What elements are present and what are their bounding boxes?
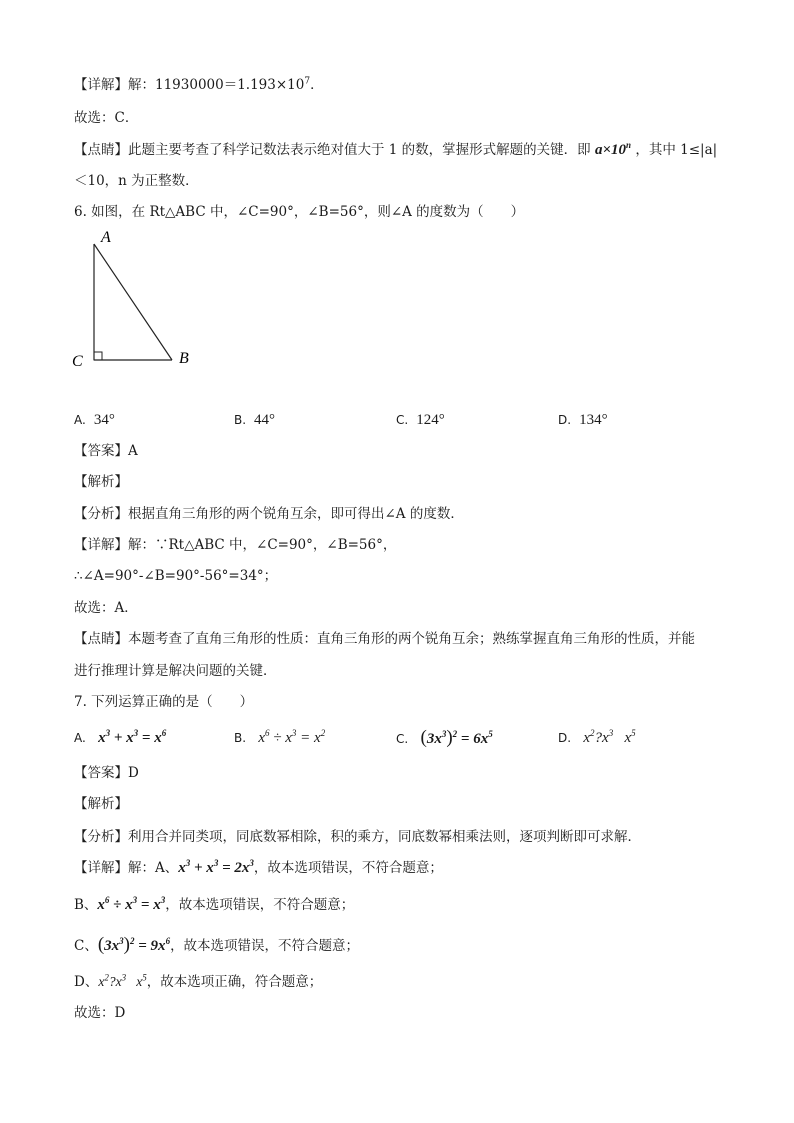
q7-detail-b-line (74, 896, 354, 914)
detail-tag: 【详解】 (74, 860, 128, 876)
option-label: B. (234, 731, 247, 745)
option-label: B. (234, 413, 247, 427)
vertex-c-label: C (72, 353, 83, 370)
side-ab (94, 244, 172, 360)
q6-detail-line (74, 536, 396, 554)
option-value: 44° (254, 412, 276, 428)
q7-detail-c-line (74, 936, 359, 955)
q7-option-d-formula: $x^2?x^3$ $x^5$ (583, 728, 636, 746)
answer-value: D (128, 765, 139, 781)
vertex-b-label: B (179, 350, 189, 367)
q6-option-b (234, 410, 275, 430)
answer-tag: 【答案】 (74, 765, 128, 781)
detail-b-formula: $x^6 \div x^3 = x^3$ (97, 895, 166, 913)
option-value: 124° (416, 412, 445, 428)
detail-b-prefix: B、 (74, 897, 98, 913)
q6-note-line (74, 630, 695, 648)
q6-answer-line (74, 442, 138, 460)
fenxi-tag: 【分析】 (74, 829, 128, 845)
q6-note-line2: 进行推理计算是解决问题的关键． (74, 663, 277, 679)
q7-fenxi-line (74, 828, 641, 846)
option-label: D. (558, 731, 572, 745)
q6-option-c (396, 410, 445, 430)
detail-b-suffix: ，故本选项错误，不符合题意； (165, 897, 355, 913)
q5-note-formula (595, 142, 631, 158)
q7-analysis-tag: 【解析】 (74, 796, 128, 812)
q7-option-a-formula: $x^3 + x^3 = x^6$ (98, 728, 167, 746)
q6-therefore-line: ∴∠A=90°-∠B=90°-56°=34°； (74, 568, 278, 584)
q5-note-line2: ＜10，n 为正整数． (74, 173, 199, 189)
q6-fenxi-line (74, 505, 464, 523)
vertex-a-label: A (101, 229, 111, 246)
detail-c-prefix: C、 (74, 938, 98, 954)
q6-analysis-tag: 【解析】 (74, 474, 128, 490)
detail-c-formula: $(3x^3)^2 = 9x^6$ (97, 934, 171, 955)
q7-option-b (234, 728, 325, 748)
q5-note-formula-base: a×10 (594, 142, 627, 158)
q7-answer-line (74, 764, 139, 782)
note-tag: 【点睛】 (74, 631, 128, 647)
option-label: A. (74, 731, 86, 745)
option-label: C. (396, 413, 409, 427)
q6-option-d (558, 410, 608, 430)
q5-note-line (74, 141, 717, 159)
q5-choose-line: 故选：C． (74, 110, 139, 126)
detail-a-suffix: ，故本选项错误，不符合题意； (253, 860, 443, 876)
detail-d-formula: $x^2?x^3$ $x^5$ (98, 972, 147, 989)
right-angle-mark (94, 352, 102, 360)
detail-c-suffix: ，故本选项错误，不符合题意； (170, 938, 360, 954)
detail-d-prefix: D、 (74, 974, 99, 990)
q5-note-formula-exp: n (626, 140, 632, 150)
q5-detail-text: 解：11930000＝1.193×10 (128, 77, 305, 93)
detail-text: 解：∵Rt△ABC 中，∠C=90°，∠B=56°， (128, 537, 397, 553)
q6-stem: 6. 如图，在 Rt△ABC 中，∠C=90°，∠B=56°，则∠A 的度数为（ ） (74, 204, 525, 220)
q7-choose-line: 故选：D (74, 1005, 126, 1021)
detail-tag: 【详解】 (74, 537, 128, 553)
note-tag: 【点睛】 (74, 142, 128, 158)
q5-note-text: 此题主要考查了科学记数法表示绝对值大于 1 的数，掌握形式解题的关键．即 (128, 142, 591, 158)
fenxi-text: 利用合并同类项，同底数幂相除，积的乘方，同底数幂相乘法则，逐项判断即可求解． (128, 829, 641, 845)
option-value: 34° (93, 412, 115, 428)
q7-detail-d-line (74, 973, 322, 991)
q7-detail-a-line (74, 859, 443, 877)
q5-detail-line (74, 76, 324, 94)
detail-a-formula: $x^3 + x^3 = 2x^3$ (178, 858, 254, 876)
q6-choose-line: 故选：A． (74, 600, 138, 616)
answer-value: A (128, 443, 138, 459)
answer-tag: 【答案】 (74, 443, 128, 459)
fenxi-tag: 【分析】 (74, 506, 128, 522)
option-value: 134° (579, 412, 608, 428)
q7-option-c-formula: $(3x^3)^2 = 6x^5$ (420, 727, 493, 748)
note-text: 本题考查了直角三角形的性质：直角三角形的两个锐角互余；熟练掌握直角三角形的性质，并能 (128, 631, 695, 647)
detail-a-prefix: 解：A、 (128, 860, 179, 876)
detail-d-suffix: ，故本选项正确，符合题意； (146, 974, 323, 990)
q5-detail-end: ． (310, 77, 324, 93)
detail-tag: 【详解】 (74, 77, 128, 93)
fenxi-text: 根据直角三角形的两个锐角互余，即可得出∠A 的度数． (128, 506, 464, 522)
q7-option-c (396, 728, 493, 749)
option-label: D. (558, 413, 572, 427)
triangle-figure (66, 226, 206, 376)
option-label: A. (74, 413, 86, 427)
q7-stem: 7. 下列运算正确的是（ ） (74, 694, 254, 710)
q7-option-b-formula: $x^6 \div x^3 = x^2$ (258, 728, 326, 746)
q7-option-d (558, 728, 636, 748)
q5-detail-exponent: 7 (304, 76, 311, 87)
q5-note-after: ，其中 1≤|a| (635, 142, 718, 158)
q6-option-a (74, 410, 115, 430)
q7-option-a (74, 728, 166, 748)
option-label: C. (396, 732, 409, 746)
